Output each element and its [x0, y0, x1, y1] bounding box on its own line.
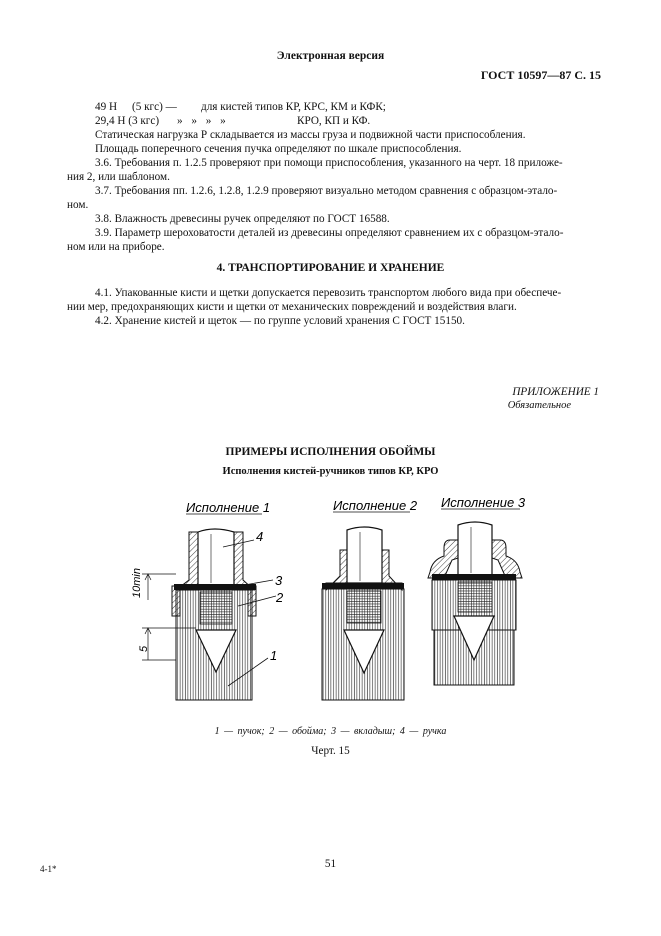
paragraph-4-1-line1: 4.1. Упакованные кисти и щетки допускается перевозить транспортом любого вида при обеспече-: [95, 287, 562, 299]
callout-1: 1: [270, 648, 278, 663]
appendix-status: Обязательное: [507, 400, 571, 411]
dimension-5: 5: [138, 645, 150, 652]
paragraph-3-6-line2: ния 2, или шаблоном.: [67, 171, 170, 183]
callout-3: 3: [275, 573, 283, 588]
paragraph-static-load: Статическая нагрузка Р складывается из массы груза и подвижной части приспособления.: [95, 129, 526, 141]
variant-2-drawing: [322, 527, 404, 700]
dimension-10min: 10min: [131, 568, 143, 598]
variant-1-drawing: [172, 529, 256, 700]
paragraph-4-1-line2: нии мер, предохраняющих кисти и щетки от механических повреждений и воздействия влаги.: [67, 301, 517, 313]
figure-legend: 1 — пучок; 2 — обойма; 3 — вкладыш; 4 — ручка: [214, 726, 447, 737]
load-ditto-2: » » » »: [177, 115, 226, 127]
variant-label-2: Исполнение 2: [333, 498, 418, 513]
figure-caption: Черт. 15: [311, 745, 350, 757]
brush-ferrule-drawing: [0, 480, 661, 720]
variant-3-drawing: [428, 522, 522, 685]
appendix-title: ПРИМЕРЫ ИСПОЛНЕНИЯ ОБОЙМЫ: [225, 446, 436, 458]
appendix-label: ПРИЛОЖЕНИЕ 1: [512, 386, 599, 398]
variant-label-1: Исполнение 1: [186, 500, 271, 515]
paragraph-4-2: 4.2. Хранение кистей и щеток — по группе условий хранения С ГОСТ 15150.: [95, 315, 465, 327]
page-number: 51: [324, 858, 337, 870]
load-text-1: для кистей типов КР, КРС, КМ и КФК;: [201, 101, 386, 113]
callout-2: 2: [276, 590, 284, 605]
standard-page-ref: ГОСТ 10597—87 С. 15: [480, 68, 601, 82]
paragraph-3-6-line1: 3.6. Требования п. 1.2.5 проверяют при помощи приспособления, указанного на черт. 18 приложе-: [95, 157, 563, 169]
callout-4: 4: [256, 529, 264, 544]
paragraph-3-9-line1: 3.9. Параметр шероховатости деталей из древесины определяют сравнением их с образцом-этало-: [95, 227, 564, 239]
load-kgs-1: (5 кгс) —: [132, 101, 177, 113]
appendix-subtitle: Исполнения кистей-ручников типов КР, КРО: [222, 466, 439, 477]
paragraph-3-9-line2: ном или на приборе.: [67, 241, 165, 253]
section-title: 4. ТРАНСПОРТИРОВАНИЕ И ХРАНЕНИЕ: [216, 262, 445, 274]
load-text-2: КРО, КП и КФ.: [297, 115, 371, 127]
paragraph-3-7-line1: 3.7. Требования пп. 1.2.6, 1.2.8, 1.2.9 проверяют визуально методом сравнения с образцом-этало-: [95, 185, 558, 197]
footer-mark: 4-1*: [40, 864, 57, 874]
paragraph-3-7-line2: ном.: [67, 199, 89, 211]
paragraph-3-8: 3.8. Влажность древесины ручек определяют по ГОСТ 16588.: [95, 213, 390, 225]
variant-label-3: Исполнение 3: [441, 495, 526, 510]
load-value-1: 49 Н: [95, 101, 118, 113]
paragraph-cross-section: Площадь поперечного сечения пучка определяют по шкале приспособления.: [95, 143, 462, 155]
version-label: Электронная версия: [276, 50, 385, 62]
load-value-2: 29,4 Н (3 кгс): [95, 115, 160, 127]
